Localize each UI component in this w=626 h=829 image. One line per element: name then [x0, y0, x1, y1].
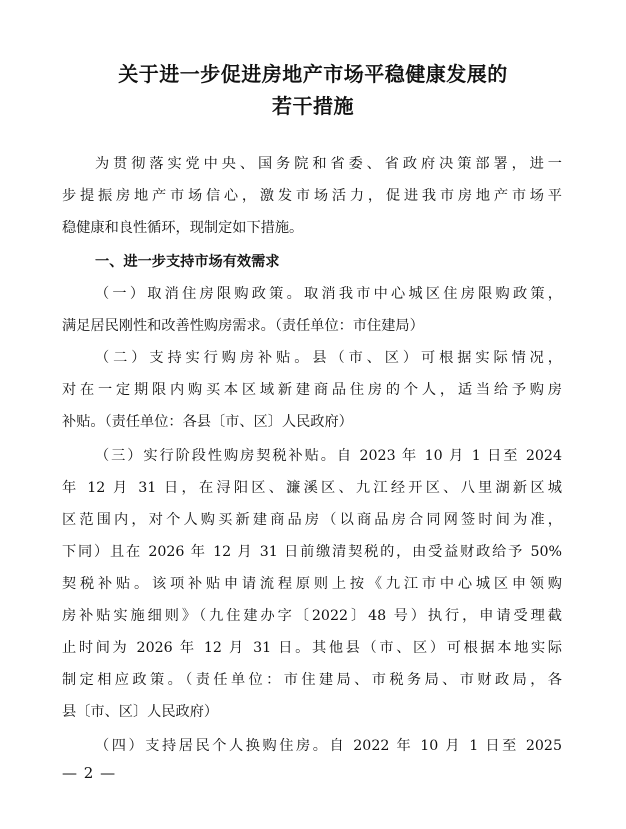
item3-line-4: 下同）且在 2026 年 12 月 31 日前缴清契税的，由受益财政给予 50% — [62, 544, 562, 560]
item4-line-1: （四）支持居民个人换购住房。自 2022 年 10 月 1 日至 2025 — [95, 738, 562, 754]
item3-line-5: 契税补贴。该项补贴申请流程原则上按《九江市中心城区申领购 — [62, 576, 562, 592]
item1-line-1: （一）取消住房限购政策。取消我市中心城区住房限购政策， — [95, 286, 562, 302]
item3-line-8: 制定相应政策。（责任单位：市住建局、市税务局、市财政局，各 — [62, 672, 562, 688]
section-heading: 一、进一步支持市场有效需求 — [95, 254, 280, 270]
page-number: — 2 — — [62, 764, 117, 782]
item3-line-7: 止时间为 2026 年 12 月 31 日。其他县（市、区）可根据本地实际 — [62, 640, 562, 656]
item3-line-1: （三）实行阶段性购房契税补贴。自 2023 年 10 月 1 日至 2024 — [95, 448, 562, 464]
item2-line-1: （二）支持实行购房补贴。县（市、区）可根据实际情况， — [95, 350, 562, 366]
item2-line-3: 补贴。（责任单位：各县〔市、区〕人民政府） — [62, 414, 353, 430]
item3-line-6: 房补贴实施细则》（九住建办字〔2022〕48 号）执行，申请受理截 — [62, 608, 562, 624]
item2-line-2: 对在一定期限内购买本区域新建商品住房的个人，适当给予购房 — [62, 382, 562, 398]
intro-line-3: 稳健康和良性循环，现制定如下措施。 — [62, 220, 304, 236]
item3-line-2: 年 12 月 31 日，在浔阳区、濂溪区、九江经开区、八里湖新区城 — [62, 480, 562, 496]
intro-line-2: 步提振房地产市场信心，激发市场活力，促进我市房地产市场平 — [62, 188, 562, 204]
item1-line-2: 满足居民刚性和改善性购房需求。（责任单位：市住建局） — [62, 318, 424, 334]
item3-line-3: 区范围内，对个人购买新建商品房（以商品房合同网签时间为准， — [62, 512, 562, 528]
document-title-line-2: 若干措施 — [272, 94, 354, 118]
intro-line-1: 为贯彻落实党中央、国务院和省委、省政府决策部署，进一 — [95, 156, 562, 172]
item3-line-9: 县〔市、区〕人民政府） — [62, 704, 219, 720]
document-title-line-1: 关于进一步促进房地产市场平稳健康发展的 — [118, 62, 508, 86]
